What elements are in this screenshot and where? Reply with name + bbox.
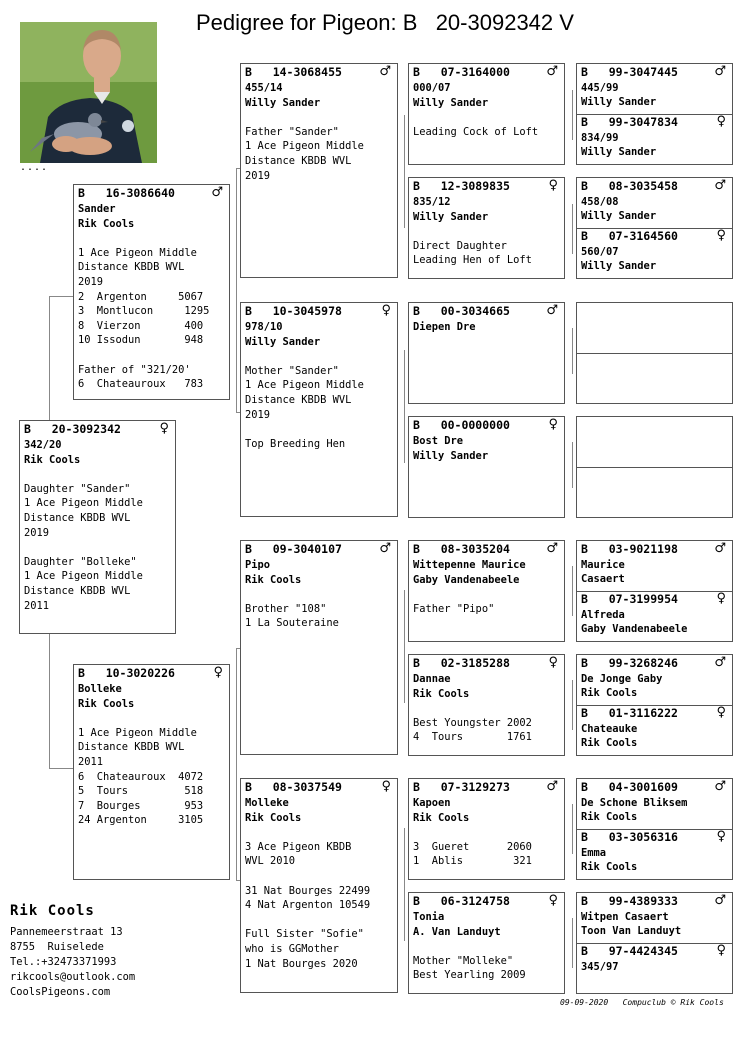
female-icon: ♀	[213, 665, 223, 680]
card-line: 31 Nat Bourges 22499	[245, 884, 371, 897]
ring-number: B 10-3045978	[245, 304, 342, 318]
card-line: Willy Sander	[245, 96, 321, 109]
card-line	[409, 110, 564, 125]
male-icon: ♂	[714, 541, 726, 556]
ring-number: B 99-3047834	[581, 115, 678, 129]
ring-number: B 01-3116222	[581, 706, 678, 720]
card-line: WVL 2010	[245, 855, 296, 868]
card-line: 6 Chateauroux 783	[78, 378, 204, 391]
connector-line	[572, 328, 573, 374]
pedigree-card-subject	[19, 420, 176, 634]
card-line: Daughter "Sander"	[24, 482, 131, 495]
ring-number: B 06-3124758	[413, 894, 510, 908]
male-icon: ♂	[546, 64, 558, 79]
male-icon: ♂	[379, 64, 391, 79]
card-line: 1 Ace Pigeon Middle	[245, 379, 364, 392]
card-line: 2 Argenton 5067	[78, 290, 204, 303]
card-line: 10 Issodun 948	[78, 334, 204, 347]
card-line: Willy Sander	[581, 260, 657, 272]
connector-line	[572, 90, 573, 140]
owner-address-street: Pannemeerstraat 13	[10, 926, 123, 938]
pedigree-card-gen4-pair-empty	[576, 416, 733, 518]
card-line	[20, 467, 175, 482]
photo-caption: ....	[20, 162, 49, 173]
card-line: 560/07	[581, 246, 619, 258]
pedigree-card-paternal-grandsire	[240, 63, 398, 278]
pedigree-card-gen4-pair	[576, 654, 733, 756]
ring-number: B 14-3068455	[245, 65, 342, 79]
card-line	[241, 587, 397, 602]
pedigree-card-gen3	[408, 302, 565, 404]
card-line: Rik Cools	[581, 737, 638, 749]
card-line: Molleke	[245, 797, 289, 809]
card-line: Wittepenne Maurice	[413, 559, 526, 571]
card-line: Willy Sander	[413, 96, 489, 109]
card-header	[409, 779, 564, 796]
connector-line	[572, 804, 573, 854]
card-line: Willy Sander	[581, 146, 657, 158]
pedigree-card-gen4-empty	[577, 417, 732, 468]
female-icon: ♀	[548, 178, 558, 193]
card-line	[409, 587, 564, 602]
card-line: Witpen Casaert	[581, 911, 669, 923]
card-line: 1 Ace Pigeon Middle	[24, 570, 143, 583]
owner-photo	[20, 22, 157, 163]
pedigree-card-gen3	[408, 416, 565, 518]
pedigree-card-gen4-pair	[576, 540, 733, 642]
card-line: Casaert	[581, 573, 625, 585]
card-line: Pipo	[245, 559, 271, 571]
male-icon: ♂	[211, 185, 223, 200]
card-line: Rik Cools	[581, 861, 638, 873]
ring-number: B 12-3089835	[413, 179, 510, 193]
owner-phone: Tel.:+32473371993	[10, 956, 117, 968]
pedigree-card-gen4-pair-empty	[576, 302, 733, 404]
card-line: Chateauke	[581, 723, 638, 735]
ring-number: B 07-3164000	[413, 65, 510, 79]
card-line: Sander	[78, 203, 116, 215]
card-line: Rik Cools	[581, 811, 638, 823]
card-line: Willy Sander	[413, 210, 489, 223]
card-header	[577, 655, 732, 672]
pedigree-card-maternal-grandsire	[240, 540, 398, 755]
card-line: 5 Tours 518	[78, 785, 204, 798]
card-line: 342/20	[24, 439, 62, 451]
connector-line	[49, 634, 50, 768]
ring-number: B 97-4424345	[581, 944, 678, 958]
female-icon: ♀	[548, 417, 558, 432]
ring-number: B 10-3020226	[78, 666, 175, 680]
pedigree-card-gen4-pair	[576, 778, 733, 880]
owner-website[interactable]: CoolsPigeons.com	[10, 986, 111, 998]
connector-line	[49, 768, 73, 769]
ring-number: B 99-3047445	[581, 65, 678, 79]
card-line	[74, 348, 229, 363]
card-line: Willy Sander	[581, 210, 657, 222]
pedigree-card-gen4-pair	[576, 892, 733, 994]
card-header	[577, 943, 732, 960]
ring-number: B 03-3056316	[581, 830, 678, 844]
card-header	[577, 541, 732, 558]
female-icon: ♀	[548, 893, 558, 908]
card-line: Rik Cools	[581, 687, 638, 699]
connector-line	[49, 296, 50, 420]
card-header	[241, 64, 397, 81]
card-header	[241, 779, 397, 796]
card-line: 2019	[24, 526, 50, 539]
card-header	[241, 541, 397, 558]
pedigree-card-gen3	[408, 177, 565, 279]
ring-number: B 00-0000000	[413, 418, 510, 432]
connector-line	[572, 204, 573, 254]
card-header	[241, 303, 397, 320]
card-line: 2011	[24, 599, 50, 612]
card-line: Leading Cock of Loft	[413, 125, 539, 138]
card-line: Gaby Vandenabeele	[581, 623, 688, 635]
card-line: Distance KBDB WVL	[24, 511, 131, 524]
male-icon: ♂	[546, 541, 558, 556]
pedigree-card-gen4	[577, 114, 732, 165]
card-line: 458/08	[581, 196, 619, 208]
card-line: 1 Nat Bourges 2020	[245, 957, 358, 970]
card-header	[577, 228, 732, 245]
card-line	[241, 349, 397, 364]
pedigree-card-sire	[73, 184, 230, 400]
female-icon: ♀	[716, 829, 726, 844]
card-line: Willy Sander	[245, 335, 321, 348]
connector-line	[404, 828, 405, 941]
card-line: Rik Cools	[24, 453, 81, 466]
card-line: 2011	[78, 755, 104, 768]
card-line: Rik Cools	[78, 217, 135, 230]
card-header	[577, 178, 732, 195]
card-header	[577, 829, 732, 846]
ring-number: B 00-3034665	[413, 304, 510, 318]
pedigree-card-gen4	[577, 655, 732, 706]
ring-number: B 07-3164560	[581, 229, 678, 243]
card-header	[409, 655, 564, 672]
card-line	[20, 540, 175, 555]
card-line: Best Youngster 2002	[413, 716, 532, 729]
connector-line	[236, 648, 237, 880]
male-icon: ♂	[714, 655, 726, 670]
card-line: 1 Ace Pigeon Middle	[78, 726, 197, 739]
card-line: 4 Nat Argenton 10549	[245, 899, 371, 912]
card-line: Top Breeding Hen	[245, 437, 346, 450]
card-line: Daughter "Bolleke"	[24, 555, 137, 568]
card-line: Mother "Molleke"	[413, 954, 514, 967]
card-line: Rik Cools	[245, 811, 302, 824]
pedigree-card-gen4	[577, 943, 732, 994]
card-line: Distance KBDB WVL	[245, 393, 352, 406]
footer-credit: 09-09-2020 Compuclub © Rik Cools	[560, 998, 724, 1007]
card-line	[409, 701, 564, 716]
card-line: 3 Gueret 2060	[413, 840, 532, 853]
card-line	[74, 231, 229, 246]
card-line: Direct Daughter	[413, 239, 507, 252]
male-icon: ♂	[714, 779, 726, 794]
card-line	[241, 869, 397, 884]
card-header	[409, 64, 564, 81]
card-line: 2019	[78, 275, 104, 288]
card-line: 834/99	[581, 132, 619, 144]
card-header	[20, 421, 175, 438]
card-header	[74, 185, 229, 202]
pedigree-card-gen4-pair	[576, 177, 733, 279]
ring-number: B 99-3268246	[581, 656, 678, 670]
card-line: 4 Tours 1761	[413, 731, 532, 744]
pedigree-card-gen4	[577, 829, 732, 880]
card-header	[577, 64, 732, 81]
owner-address-city: 8755 Ruiselede	[10, 941, 104, 953]
card-header	[409, 417, 564, 434]
ring-number: B 16-3086640	[78, 186, 175, 200]
pedigree-card-gen3	[408, 540, 565, 642]
ring-number: B 08-3035204	[413, 542, 510, 556]
card-line: Brother "108"	[245, 602, 327, 615]
card-header	[409, 178, 564, 195]
female-icon: ♀	[548, 655, 558, 670]
card-line: Alfreda	[581, 609, 625, 621]
card-line	[241, 825, 397, 840]
card-line	[241, 913, 397, 928]
male-icon: ♂	[379, 541, 391, 556]
card-line: Willy Sander	[581, 96, 657, 108]
card-line: A. Van Landuyt	[413, 925, 501, 938]
card-line: Rik Cools	[413, 687, 470, 700]
card-line: 3 Montlucon 1295	[78, 305, 210, 318]
male-icon: ♂	[546, 779, 558, 794]
card-line: Tonia	[413, 911, 445, 923]
card-line: Father "Pipo"	[413, 602, 495, 615]
connector-line	[404, 590, 405, 703]
card-line: Distance KBDB WVL	[245, 154, 352, 167]
pedigree-card-gen3	[408, 892, 565, 994]
owner-name: Rik Cools	[10, 903, 95, 919]
ring-number: B 99-4389333	[581, 894, 678, 908]
ring-number: B 02-3185288	[413, 656, 510, 670]
ring-number: B 07-3199954	[581, 592, 678, 606]
card-line: 24 Argenton 3105	[78, 814, 204, 827]
pedigree-card-gen4-pair	[576, 63, 733, 165]
connector-line	[572, 680, 573, 730]
card-header	[74, 665, 229, 682]
connector-line	[572, 442, 573, 488]
female-icon: ♀	[716, 705, 726, 720]
female-icon: ♀	[381, 779, 391, 794]
card-line: 835/12	[413, 196, 451, 208]
card-line: Toon Van Landuyt	[581, 925, 682, 937]
connector-line	[572, 918, 573, 968]
ring-number: B 09-3040107	[245, 542, 342, 556]
card-header	[577, 591, 732, 608]
card-line: Dannae	[413, 673, 451, 685]
ring-number: B 08-3037549	[245, 780, 342, 794]
female-icon: ♀	[716, 114, 726, 129]
female-icon: ♀	[716, 228, 726, 243]
female-icon: ♀	[716, 943, 726, 958]
card-line: Full Sister "Sofie"	[245, 928, 364, 941]
card-line: 2019	[245, 408, 271, 421]
card-line: 2019	[245, 169, 271, 182]
connector-line	[572, 566, 573, 616]
card-line: Willy Sander	[413, 449, 489, 462]
card-line: Rik Cools	[78, 697, 135, 710]
pedigree-card-gen3	[408, 778, 565, 880]
card-line	[409, 224, 564, 239]
pedigree-card-gen4	[577, 541, 732, 592]
card-line	[74, 711, 229, 726]
card-line: Mother "Sander"	[245, 364, 339, 377]
card-line: Maurice	[581, 559, 625, 571]
card-line: 1 Ace Pigeon Middle	[24, 497, 143, 510]
card-header	[409, 893, 564, 910]
card-line: Rik Cools	[245, 573, 302, 586]
ring-number: B 03-9021198	[581, 542, 678, 556]
male-icon: ♂	[714, 64, 726, 79]
card-line: 000/07	[413, 82, 451, 94]
card-line: De Schone Bliksem	[581, 797, 688, 809]
pedigree-card-gen4	[577, 779, 732, 830]
card-line: 1 Ace Pigeon Middle	[78, 246, 197, 259]
card-line	[409, 939, 564, 954]
card-line: 978/10	[245, 321, 283, 333]
pedigree-card-gen4	[577, 591, 732, 642]
pedigree-card-gen4	[577, 64, 732, 115]
card-line: Father of "321/20'	[78, 363, 191, 376]
card-line: Gaby Vandenabeele	[413, 573, 520, 586]
card-line: Bolleke	[78, 683, 122, 695]
pedigree-card-dam	[73, 664, 230, 880]
pedigree-card-gen4	[577, 178, 732, 229]
ring-number: B 20-3092342	[24, 422, 121, 436]
card-line: Distance KBDB WVL	[78, 741, 185, 754]
card-line: Leading Hen of Loft	[413, 254, 532, 267]
male-icon: ♂	[546, 303, 558, 318]
card-line: Father "Sander"	[245, 125, 339, 138]
pedigree-card-gen3	[408, 654, 565, 756]
card-line	[241, 110, 397, 125]
ring-number: B 07-3129273	[413, 780, 510, 794]
female-icon: ♀	[716, 591, 726, 606]
card-line: 1 Ablis 321	[413, 855, 532, 868]
card-line	[409, 825, 564, 840]
card-line: Distance KBDB WVL	[78, 261, 185, 274]
card-header	[577, 779, 732, 796]
card-line: 8 Vierzon 400	[78, 319, 204, 332]
card-header	[577, 705, 732, 722]
owner-email[interactable]: rikcools@outlook.com	[10, 971, 136, 983]
connector-line	[49, 296, 73, 297]
connector-line	[236, 168, 237, 412]
owner-contact-block	[10, 903, 135, 1000]
card-line: who is GGMother	[245, 942, 339, 955]
pedigree-card-gen4	[577, 228, 732, 279]
card-line: 445/99	[581, 82, 619, 94]
card-line: 1 Ace Pigeon Middle	[245, 140, 364, 153]
card-line: Distance KBDB WVL	[24, 584, 131, 597]
ring-number: B 04-3001609	[581, 780, 678, 794]
pedigree-card-paternal-granddam	[240, 302, 398, 517]
male-icon: ♂	[714, 178, 726, 193]
female-icon: ♀	[381, 303, 391, 318]
card-line: 6 Chateauroux 4072	[78, 770, 204, 783]
card-header	[577, 893, 732, 910]
card-header	[577, 114, 732, 131]
pedigree-card-gen4-empty	[577, 303, 732, 354]
male-icon: ♂	[714, 893, 726, 908]
card-line: Diepen Dre	[413, 321, 476, 333]
owner-with-pigeon-illustration	[20, 22, 157, 163]
page-title: Pedigree for Pigeon: B 20-3092342 V	[196, 10, 574, 35]
card-line: Rik Cools	[413, 811, 470, 824]
card-line: Emma	[581, 847, 607, 859]
card-line: 345/97	[581, 961, 619, 973]
card-line: 3 Ace Pigeon KBDB	[245, 840, 352, 853]
female-icon: ♀	[159, 421, 169, 436]
card-line: Bost Dre	[413, 435, 464, 447]
pedigree-card-gen4	[577, 893, 732, 944]
pedigree-card-maternal-granddam	[240, 778, 398, 993]
card-line: De Jonge Gaby	[581, 673, 663, 685]
connector-line	[404, 115, 405, 228]
card-header	[409, 541, 564, 558]
ring-number: B 08-3035458	[581, 179, 678, 193]
pedigree-card-gen3	[408, 63, 565, 165]
card-line: 1 La Souteraine	[245, 617, 339, 630]
pedigree-card-gen4	[577, 705, 732, 756]
card-line: 455/14	[245, 82, 283, 94]
card-line	[241, 422, 397, 437]
card-line: Best Yearling 2009	[413, 969, 526, 982]
connector-line	[404, 350, 405, 463]
card-line: Kapoen	[413, 797, 451, 809]
card-line: 7 Bourges 953	[78, 799, 204, 812]
card-header	[409, 303, 564, 320]
